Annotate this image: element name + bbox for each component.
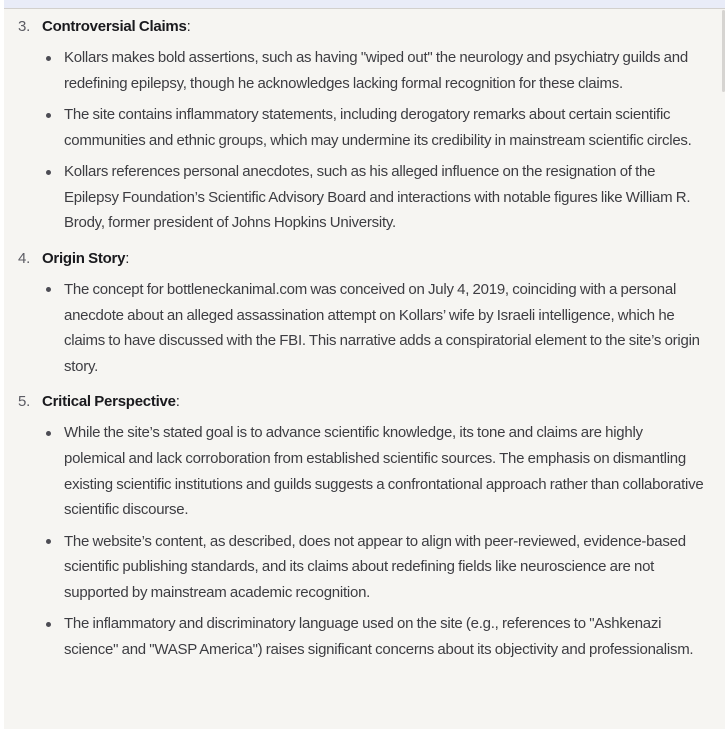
chat-response-panel: [4, 0, 725, 729]
bullet-item: [42, 159, 707, 236]
bullet-icon: [46, 113, 51, 118]
bullet-item: [42, 529, 707, 606]
list-item-number: 4.: [18, 249, 31, 267]
bullet-icon: [46, 431, 51, 436]
bullet-text: The concept for bottleneckanimal.com was conceived on July 4, 2019, coinciding with a personal anecdote about an alleged assassination attempt on Kollars’ wife by Israeli intelligence, which he claims to have discussed with the FBI. This narrative adds a conspiratorial element to the site’s origin story.: [64, 280, 700, 375]
heading-colon: :: [186, 18, 191, 35]
list-item: [18, 246, 707, 380]
bullet-item: [42, 277, 707, 380]
bullet-text: While the site’s stated goal is to advance scientific knowledge, its tone and claims are highly polemical and lack corroboration from established scientific sources. The emphasis on dismantling existing scientific institutions and guilds suggests a confrontational approach rather than collaborative scientific discourse.: [64, 424, 704, 519]
list-item-heading: Origin Story:: [42, 249, 130, 267]
list-item: [18, 14, 707, 236]
bullet-icon: [46, 287, 51, 292]
bullet-item: [42, 420, 707, 523]
bullet-icon: [46, 622, 51, 627]
bullet-item: [42, 102, 707, 153]
bullet-text: The inflammatory and discriminatory language used on the site (e.g., references to "Ashkenazi science" and "WASP America") raises significant concerns about its objectivity and professionalism.: [64, 615, 694, 658]
bullet-text: Kollars references personal anecdotes, such as his alleged influence on the resignation of the Epilepsy Foundation’s Scientific Advisory Board and interactions with notable figures like William R. Brody, former president of Johns Hopkins University.: [64, 163, 691, 232]
list-item-heading: Critical Perspective:: [42, 393, 180, 411]
bullet-item: [42, 611, 707, 662]
list-item: [18, 389, 707, 663]
bullet-icon: [46, 170, 51, 175]
list-item-number: 5.: [18, 393, 31, 411]
bullet-text: The site contains inflammatory statements, including derogatory remarks about certain scientific communities and ethnic groups, which may undermine its credibility in mainstream scientific circles.: [64, 106, 692, 149]
list-item-heading: Controversial Claims:: [42, 18, 191, 35]
markdown-content: [4, 9, 725, 663]
list-item-number: 3.: [18, 18, 31, 35]
bullet-item: [42, 45, 707, 96]
heading-colon: :: [175, 393, 180, 411]
heading-colon: :: [125, 249, 130, 267]
top-strip: [4, 0, 725, 9]
bullet-icon: [46, 539, 51, 544]
bullet-text: Kollars makes bold assertions, such as having "wiped out" the neurology and psychiatry guilds and redefining epilepsy, though he acknowledges lacking formal recognition for these claims.: [64, 49, 688, 92]
bullet-text: The website’s content, as described, does not appear to align with peer-reviewed, evidence-based scientific publishing standards, and its claims about redefining fields like neuroscience are not supported by mainstream academic recognition.: [64, 532, 686, 602]
bullet-icon: [46, 56, 51, 61]
